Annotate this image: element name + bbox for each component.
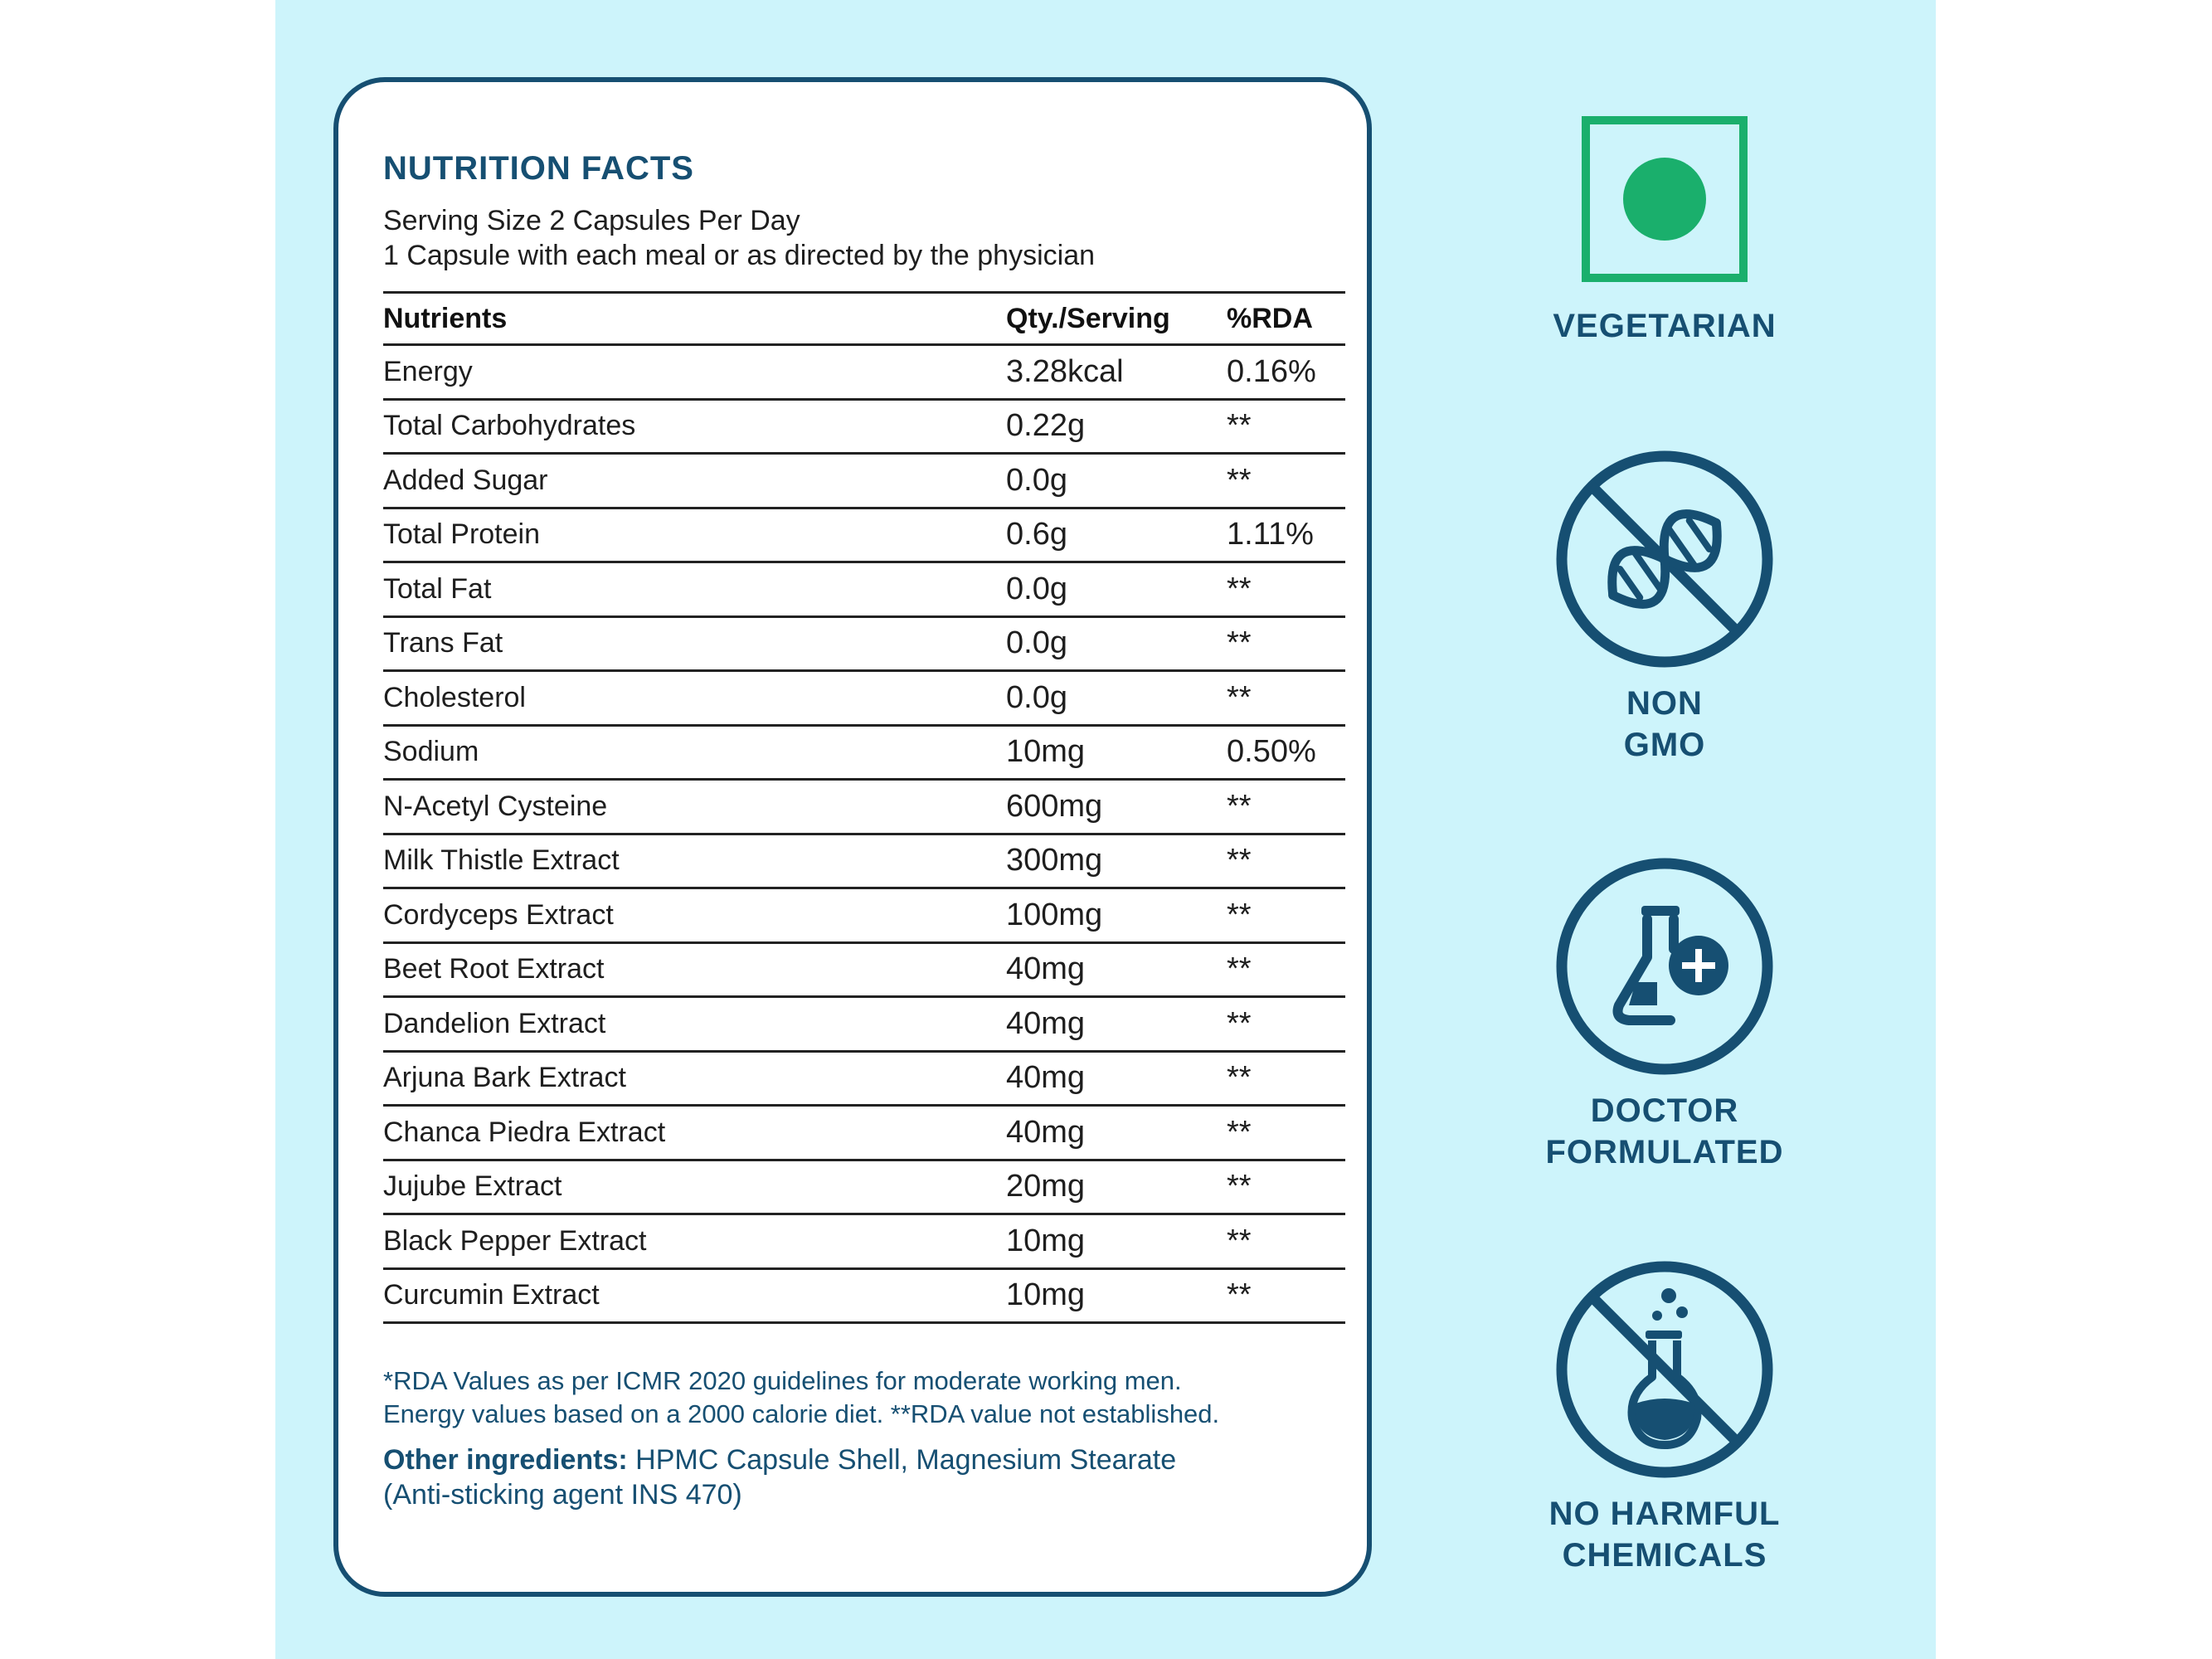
nutrient-rda: **	[1227, 454, 1345, 508]
serving-info	[383, 203, 1095, 273]
nutrient-name: Cordyceps Extract	[383, 888, 1006, 943]
nutrient-name: Dandelion Extract	[383, 997, 1006, 1052]
nutrient-rda: **	[1227, 671, 1345, 726]
nutrient-rda: **	[1227, 1214, 1345, 1269]
nutrient-name: Beet Root Extract	[383, 942, 1006, 997]
nutrient-name: Arjuna Bark Extract	[383, 1051, 1006, 1106]
vegetarian-label: VEGETARIAN	[1553, 308, 1777, 344]
table-row	[383, 1214, 1345, 1269]
doctor-label-1: DOCTOR	[1590, 1092, 1739, 1129]
table-row	[383, 834, 1345, 888]
serving-directions: 1 Capsule with each meal or as directed by the physician	[383, 240, 1096, 271]
nutrient-rda: **	[1227, 888, 1345, 943]
nutrient-name: Jujube Extract	[383, 1160, 1006, 1214]
table-row	[383, 997, 1345, 1052]
nutrient-rda: **	[1227, 616, 1345, 671]
table-row	[383, 725, 1345, 780]
nutrient-name: Total Protein	[383, 508, 1006, 562]
nutrient-qty: 0.6g	[1006, 508, 1227, 562]
nutrient-qty: 600mg	[1006, 780, 1227, 834]
nutrient-name: Black Pepper Extract	[383, 1214, 1006, 1269]
nutrient-qty: 40mg	[1006, 997, 1227, 1052]
vegetarian-badge	[1482, 116, 1847, 347]
nutrient-name: Curcumin Extract	[383, 1268, 1006, 1323]
nutrient-rda: **	[1227, 780, 1345, 834]
chemicals-label-1: NO HARMFUL	[1548, 1496, 1781, 1532]
other-ingredients	[383, 1443, 1176, 1512]
veg-symbol-icon	[1582, 116, 1748, 282]
header-qty: Qty./Serving	[1006, 293, 1227, 345]
footnote-line-1: *RDA Values as per ICMR 2020 guidelines for moderate working men.	[383, 1366, 1182, 1395]
table-row	[383, 399, 1345, 454]
table-row	[383, 616, 1345, 671]
no-chemical-flask-icon	[1556, 1261, 1773, 1478]
nutrient-qty: 300mg	[1006, 834, 1227, 888]
nutrient-qty: 100mg	[1006, 888, 1227, 943]
nutrient-rda: **	[1227, 1268, 1345, 1323]
doctor-label-2: FORMULATED	[1545, 1134, 1784, 1170]
table-row	[383, 942, 1345, 997]
table-row	[383, 1268, 1345, 1323]
serving-size: Serving Size 2 Capsules Per Day	[383, 205, 800, 236]
nutrient-name: Sodium	[383, 725, 1006, 780]
nutrient-name: Trans Fat	[383, 616, 1006, 671]
nutrition-facts-card	[333, 77, 1372, 1597]
nutrient-rda: **	[1227, 997, 1345, 1052]
table-header-row	[383, 293, 1345, 345]
non-gmo-badge	[1482, 450, 1847, 766]
nutrient-rda: 0.16%	[1227, 345, 1345, 400]
nutrient-name: Total Carbohydrates	[383, 399, 1006, 454]
nutrient-name: Milk Thistle Extract	[383, 834, 1006, 888]
nutrient-qty: 20mg	[1006, 1160, 1227, 1214]
nutrient-qty: 0.0g	[1006, 562, 1227, 617]
nutrient-name: Added Sugar	[383, 454, 1006, 508]
nutrient-qty: 10mg	[1006, 1214, 1227, 1269]
table-row	[383, 562, 1345, 617]
non-gmo-label-2: GMO	[1623, 727, 1706, 763]
table-row	[383, 780, 1345, 834]
nutrient-name: Total Fat	[383, 562, 1006, 617]
header-nutrients: Nutrients	[383, 293, 1006, 345]
other-ingredients-text: HPMC Capsule Shell, Magnesium Stearate	[627, 1444, 1177, 1476]
header-rda: %RDA	[1227, 293, 1345, 345]
nutrient-rda: **	[1227, 1051, 1345, 1106]
nutrient-name: Cholesterol	[383, 671, 1006, 726]
table-row	[383, 888, 1345, 943]
other-ingredients-text-2: (Anti-sticking agent INS 470)	[383, 1479, 742, 1511]
nutrient-qty: 40mg	[1006, 1051, 1227, 1106]
no-harmful-chemicals-badge	[1482, 1261, 1847, 1576]
nutrient-rda: 1.11%	[1227, 508, 1345, 562]
nutrient-rda: 0.50%	[1227, 725, 1345, 780]
no-dna-icon	[1556, 450, 1773, 668]
table-row	[383, 1160, 1345, 1214]
nutrient-rda: **	[1227, 834, 1345, 888]
table-row	[383, 345, 1345, 400]
nutrient-rda: **	[1227, 562, 1345, 617]
nutrient-qty: 0.0g	[1006, 616, 1227, 671]
nutrient-rda: **	[1227, 399, 1345, 454]
nutrient-rda: **	[1227, 942, 1345, 997]
table-row	[383, 1051, 1345, 1106]
nutrient-name: Chanca Piedra Extract	[383, 1106, 1006, 1160]
table-row	[383, 508, 1345, 562]
nutrient-qty: 0.0g	[1006, 454, 1227, 508]
nutrient-rda: **	[1227, 1106, 1345, 1160]
flask-plus-icon	[1556, 858, 1773, 1075]
nutrient-qty: 10mg	[1006, 1268, 1227, 1323]
nutrient-qty: 0.0g	[1006, 671, 1227, 726]
chemicals-label-2: CHEMICALS	[1562, 1537, 1767, 1574]
nutrient-qty: 10mg	[1006, 725, 1227, 780]
nutrient-qty: 0.22g	[1006, 399, 1227, 454]
nutrition-title: NUTRITION FACTS	[383, 150, 694, 187]
nutrient-qty: 40mg	[1006, 942, 1227, 997]
footnote-line-2: Energy values based on a 2000 calorie diet. **RDA value not established.	[383, 1399, 1220, 1428]
nutrient-qty: 3.28kcal	[1006, 345, 1227, 400]
non-gmo-label-1: NON	[1626, 685, 1703, 722]
nutrition-table	[383, 291, 1345, 1324]
nutrient-name: N-Acetyl Cysteine	[383, 780, 1006, 834]
table-row	[383, 1106, 1345, 1160]
nutrient-qty: 40mg	[1006, 1106, 1227, 1160]
rda-footnote	[383, 1365, 1219, 1431]
other-ingredients-label: Other ingredients:	[383, 1444, 628, 1476]
nutrient-name: Energy	[383, 345, 1006, 400]
doctor-formulated-badge	[1482, 858, 1847, 1173]
table-row	[383, 671, 1345, 726]
nutrient-rda: **	[1227, 1160, 1345, 1214]
table-row	[383, 454, 1345, 508]
